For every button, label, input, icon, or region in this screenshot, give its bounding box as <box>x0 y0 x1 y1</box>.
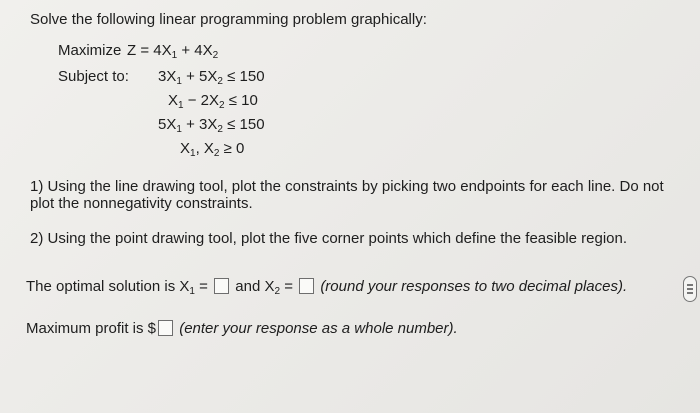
optimal-solution-row: The optimal solution is $X_1$ = and $X_2$ = (round your responses to two decimal places). <box>26 278 628 297</box>
subject-to-label: Subject to: <box>58 68 129 85</box>
grip-line-icon <box>687 288 693 290</box>
scroll-handle[interactable] <box>683 276 697 302</box>
x2-answer-input[interactable] <box>299 278 314 294</box>
constraint-3: $5X_1 + 3X_2 \le 150$ <box>158 116 265 135</box>
x1-answer-input[interactable] <box>214 278 229 294</box>
grip-line-icon <box>687 292 693 294</box>
nonnegativity-constraint: $X_1$, $X_2 \ge 0$ <box>180 140 245 159</box>
constraint-1: $3X_1 + 5X_2 \le 150$ <box>158 68 265 87</box>
instruction-step-1-line-2: plot the nonnegativity constraints. <box>30 195 253 212</box>
instruction-step-1-line-1: 1) Using the line drawing tool, plot the constraints by picking two endpoints for each line. Do not <box>30 178 664 195</box>
whole-number-note: (enter your response as a whole number). <box>179 320 458 337</box>
constraint-2: $X_1 - 2X_2 \le 10$ <box>168 92 258 111</box>
profit-answer-input[interactable] <box>158 320 173 336</box>
rounding-note: (round your responses to two decimal places). <box>320 278 628 295</box>
objective-label: Maximize <box>58 42 122 59</box>
problem-heading: Solve the following linear programming problem graphically: <box>30 11 427 28</box>
objective-function: $Z = 4X_1 + 4X_2$ <box>127 42 219 61</box>
instruction-step-2: 2) Using the point drawing tool, plot the five corner points which define the feasible region. <box>30 230 628 247</box>
maximum-profit-row: Maximum profit is $ (enter your response as a whole number). <box>26 320 458 337</box>
grip-line-icon <box>687 284 693 286</box>
